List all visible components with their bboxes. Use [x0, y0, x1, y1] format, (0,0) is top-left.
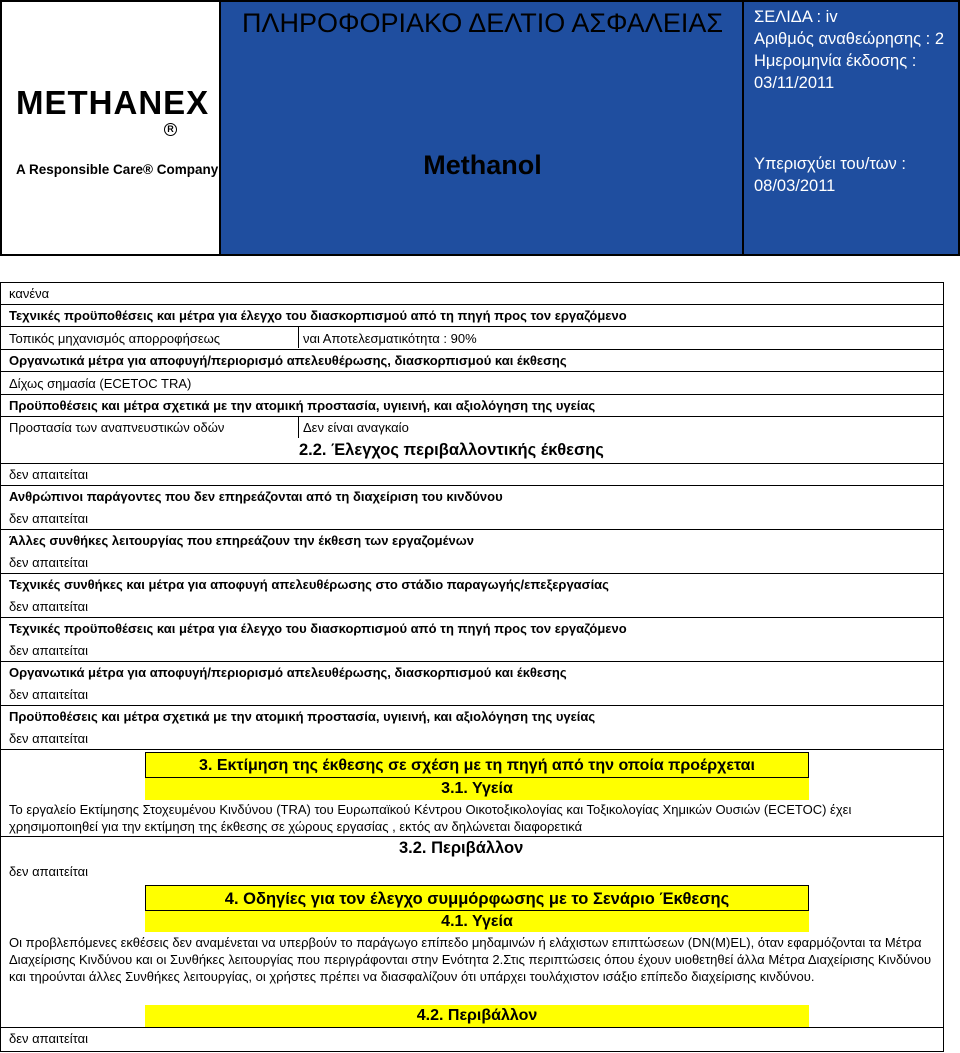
row-text: Άλλες συνθήκες λειτουργίας που επηρεάζουν την έκθεση των εργαζομένων — [9, 533, 474, 548]
row-not-required — [1, 1028, 943, 1050]
row-not-required — [1, 508, 943, 530]
heading-3: 3. Εκτίμηση της έκθεσης σε σχέση με τη πηγή από την οποία προέρχεται — [145, 752, 809, 778]
row-not-required — [1, 728, 943, 750]
row-text: Τεχνικές συνθήκες και μέτρα για αποφυγή απελευθέρωσης στο στάδιο παραγωγής/επεξεργασίας — [9, 577, 609, 592]
document-meta — [744, 0, 960, 256]
row-local-exhaust — [1, 327, 943, 350]
row-text: Ανθρώπινοι παράγοντες που δεν επηρεάζονται από τη διαχείριση του κινδύνου — [9, 489, 503, 504]
row-text: Οργανωτικά μέτρα για αποφυγή/περιορισμό απελευθέρωσης, διασκορπισμού και έκθεσης — [9, 353, 567, 368]
row-organisational-2 — [1, 662, 943, 684]
row-text: δεν απαιτείται — [9, 599, 89, 614]
divider — [1, 836, 943, 837]
row-technical-conditions-2 — [1, 618, 943, 640]
column-divider — [298, 416, 299, 438]
row-technical-conditions — [1, 305, 943, 327]
logo-wordmark: METHANEX — [16, 84, 210, 121]
row-label: Τοπικός μηχανισμός απορροφήσεως — [9, 331, 221, 346]
row-text: Προϋποθέσεις και μέτρα σχετικά με την ατομική προστασία, υγιεινή, και αξιολόγηση της υγείας — [9, 398, 596, 413]
title-cell — [221, 0, 744, 256]
row-value: ναι Αποτελεσματικότητα : 90% — [303, 331, 477, 346]
revision-number: Αριθμός αναθεώρησης : 2 — [754, 30, 944, 48]
issue-date: Ημερομηνία έκδοσης : 03/11/2011 — [754, 52, 917, 92]
logo-tagline: A Responsible Care® Company — [16, 162, 219, 177]
row-not-required — [1, 684, 943, 706]
row-text: δεν απαιτείται — [9, 467, 89, 482]
row-text: δεν απαιτείται — [9, 643, 89, 658]
column-divider — [298, 326, 299, 348]
row-text: δεν απαιτείται — [9, 511, 89, 526]
document-title: ΠΛΗΡΟΦΟΡΙΑΚΟ ΔΕΛΤΙΟ ΑΣΦΑΛΕΙΑΣ — [241, 8, 724, 38]
product-name: Methanol — [423, 150, 542, 180]
row-not-required — [1, 552, 943, 574]
row-text: δεν απαιτείται — [9, 1031, 89, 1046]
meta-top — [754, 6, 954, 94]
row-not-required — [1, 861, 943, 883]
row-ecetoc — [1, 372, 943, 395]
row-not-required — [1, 596, 943, 618]
row-text: κανένα — [9, 286, 50, 301]
row-text: δεν απαιτείται — [9, 555, 89, 570]
row-label: Προστασία των αναπνευστικών οδών — [9, 420, 225, 435]
row-other-conditions — [1, 530, 943, 552]
row-technical-production — [1, 574, 943, 596]
heading-4-2: 4.2. Περιβάλλον — [145, 1005, 809, 1027]
row-not-required — [1, 640, 943, 662]
row-value: Δεν είναι αναγκαίο — [303, 420, 409, 435]
row-organisational — [1, 350, 943, 372]
heading-4: 4. Οδηγίες για τον έλεγχο συμμόρφωσης με το Σενάριο Έκθεσης — [145, 885, 809, 911]
supersedes-date: Υπερισχύει του/των : 08/03/2011 — [754, 155, 906, 195]
page-number: ΣΕΛΙΔΑ : iv — [754, 8, 838, 26]
paragraph-3-1: Το εργαλείο Εκτίμησης Στοχευμένου Κινδύνου (TRA) του Ευρωπαϊκού Κέντρου Οικοτοξικολογίας και Τοξικολογίας Χημικών Ουσιών (ECETOC) έχει χρησιμοποιηθεί για την εκτίμηση της έκθεσης σε χώρους εργασίας , εκτός αν δηλώνεται διαφορετικά — [9, 802, 852, 834]
row-text: δεν απαιτείται — [9, 687, 89, 702]
row-none — [1, 283, 943, 305]
row-not-required — [1, 463, 943, 486]
company-logo — [0, 0, 221, 256]
row-personal-protection — [1, 395, 943, 417]
row-text: δεν απαιτείται — [9, 864, 89, 879]
heading-4-1: 4.1. Υγεία — [145, 911, 809, 932]
paragraph-4-1: Οι προβλεπόμενες εκθέσεις δεν αναμένεται να υπερβούν το παράγωγο επίπεδο μηδαμινών ή ελάχιστων επιπτώσεων (DN(M)EL), όταν εφαρμόζονται τα Μέτρα Διαχείρισης Κινδύνου και οι Συνθήκες λειτουργίας που περιγράφονται στην Ενότητα 2.Στις περιπτώσεις όπου έχουν υιοθετηθεί άλλα Μέτρα Διαχείρισης Κινδύνου και τηρούνται άλλες Συνθήκες λειτουργίας, οι χρήστες πρέπει να διασφαλίζουν ότι υπάρχει τουλάχιστον ισάξιο επίπεδο διαχείρισης κινδύνου. — [9, 935, 932, 984]
row-text: δεν απαιτείται — [9, 731, 89, 746]
row-text: Δίχως σημασία (ECETOC TRA) — [9, 376, 192, 391]
registered-mark-icon: R — [164, 123, 177, 136]
heading-3-1: 3.1. Υγεία — [145, 778, 809, 800]
section-content — [0, 282, 944, 1052]
row-text: Οργανωτικά μέτρα για αποφυγή/περιορισμό απελευθέρωσης, διασκορπισμού και έκθεσης — [9, 665, 567, 680]
row-respiratory — [1, 417, 943, 439]
heading-2-2: 2.2. Έλεγχος περιβαλλοντικής έκθεσης — [299, 441, 604, 459]
row-human-factors — [1, 486, 943, 508]
document-header — [0, 0, 960, 256]
row-text: Τεχνικές προϋποθέσεις και μέτρα για έλεγχο του διασκορπισμού από τη πηγή προς τον εργαζόμενο — [9, 308, 627, 323]
row-personal-protection-2 — [1, 706, 943, 728]
heading-3-2: 3.2. Περιβάλλον — [399, 839, 524, 857]
row-text: Προϋποθέσεις και μέτρα σχετικά με την ατομική προστασία, υγιεινή, και αξιολόγηση της υγείας — [9, 709, 596, 724]
row-text: Τεχνικές προϋποθέσεις και μέτρα για έλεγχο του διασκορπισμού από τη πηγή προς τον εργαζόμενο — [9, 621, 627, 636]
